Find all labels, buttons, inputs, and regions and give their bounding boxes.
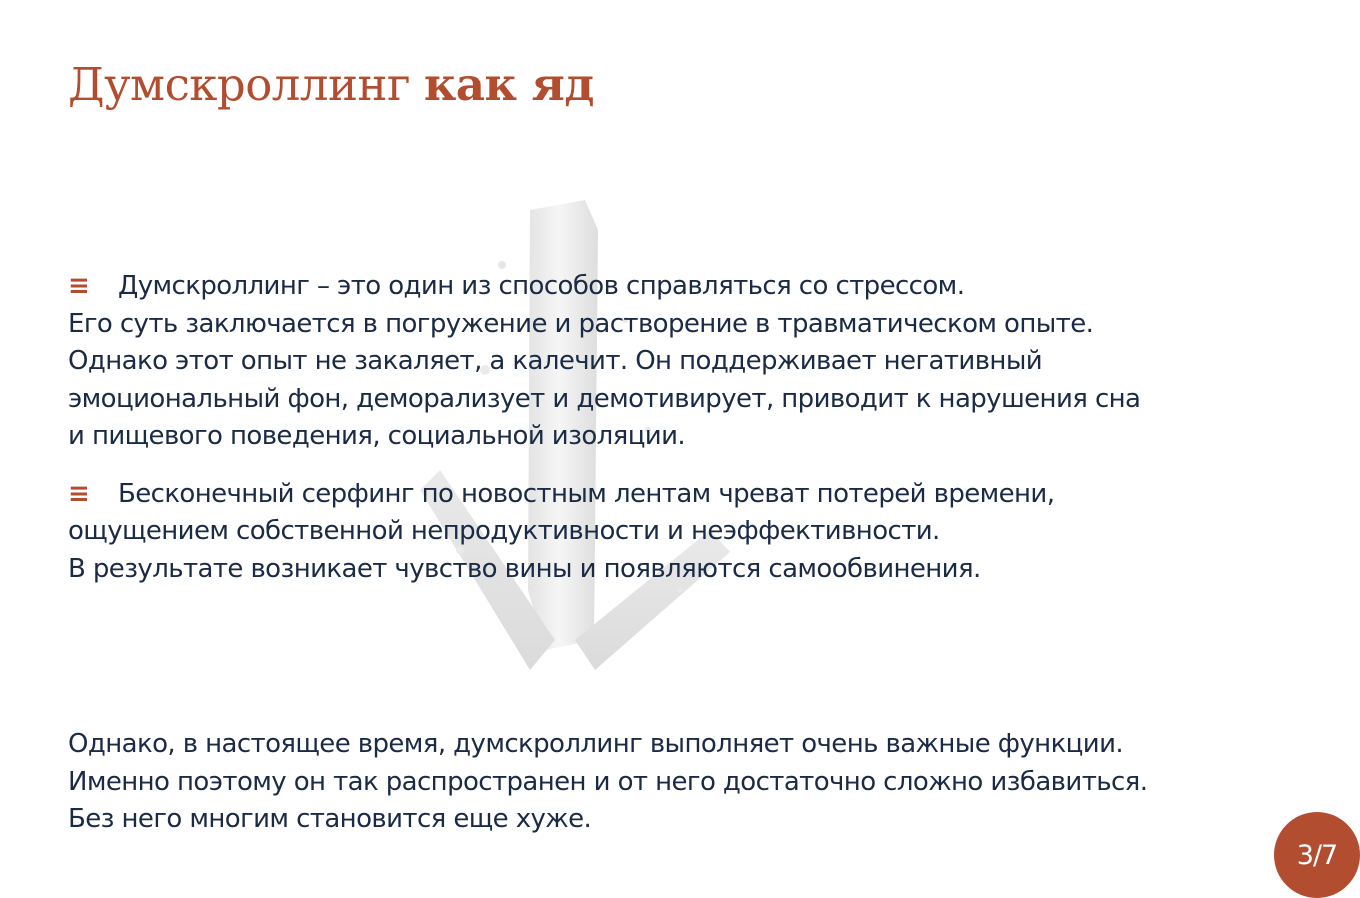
title-regular: Думскроллинг	[68, 58, 424, 111]
paragraph-2-line-1: ≡ Бесконечный серфинг по новостным лентам чреват потерей времени,	[68, 476, 1318, 514]
hamburger-bullet-icon: ≡	[68, 271, 90, 301]
paragraph-1-line-3: Однако этот опыт не закаляет, а калечит. Он поддерживает негативный	[68, 346, 1043, 376]
slide-title	[68, 58, 594, 111]
paragraph-1-line-2: Его суть заключается в погружение и растворение в травматическом опыте.	[68, 308, 1094, 339]
paragraph-1-line-5: и пищевого поведения, социальной изоляции.	[68, 421, 686, 451]
title-bold: как яд	[423, 58, 594, 111]
conclusion-line-2: Именно поэтому он так распространен и от него достаточно сложно избавиться.	[68, 766, 1148, 797]
hamburger-bullet-icon: ≡	[68, 478, 90, 509]
paragraph-2-line-3: В результате возникает чувство вины и появляются самообвинения.	[68, 553, 981, 584]
paragraph-1	[68, 268, 1318, 456]
paragraph-1-line-4: эмоциональный фон, деморализует и демотивирует, приводит к нарушения сна	[68, 383, 1141, 414]
paragraph-2	[68, 476, 1318, 589]
paragraph-2-line-2: ощущением собственной непродуктивности и неэффективности.	[68, 516, 940, 546]
slide-content	[68, 268, 1318, 588]
conclusion-line-1: Однако, в настоящее время, думскроллинг выполняет очень важные функции.	[68, 729, 1124, 759]
conclusion-line-3: Без него многим становится еще хуже.	[68, 804, 592, 834]
page-indicator-badge: 3/7	[1274, 812, 1360, 898]
paragraph-1-line-1: ≡ Думскроллинг – это один из способов справляться со стрессом.	[68, 268, 1318, 306]
conclusion-text	[68, 726, 1318, 839]
